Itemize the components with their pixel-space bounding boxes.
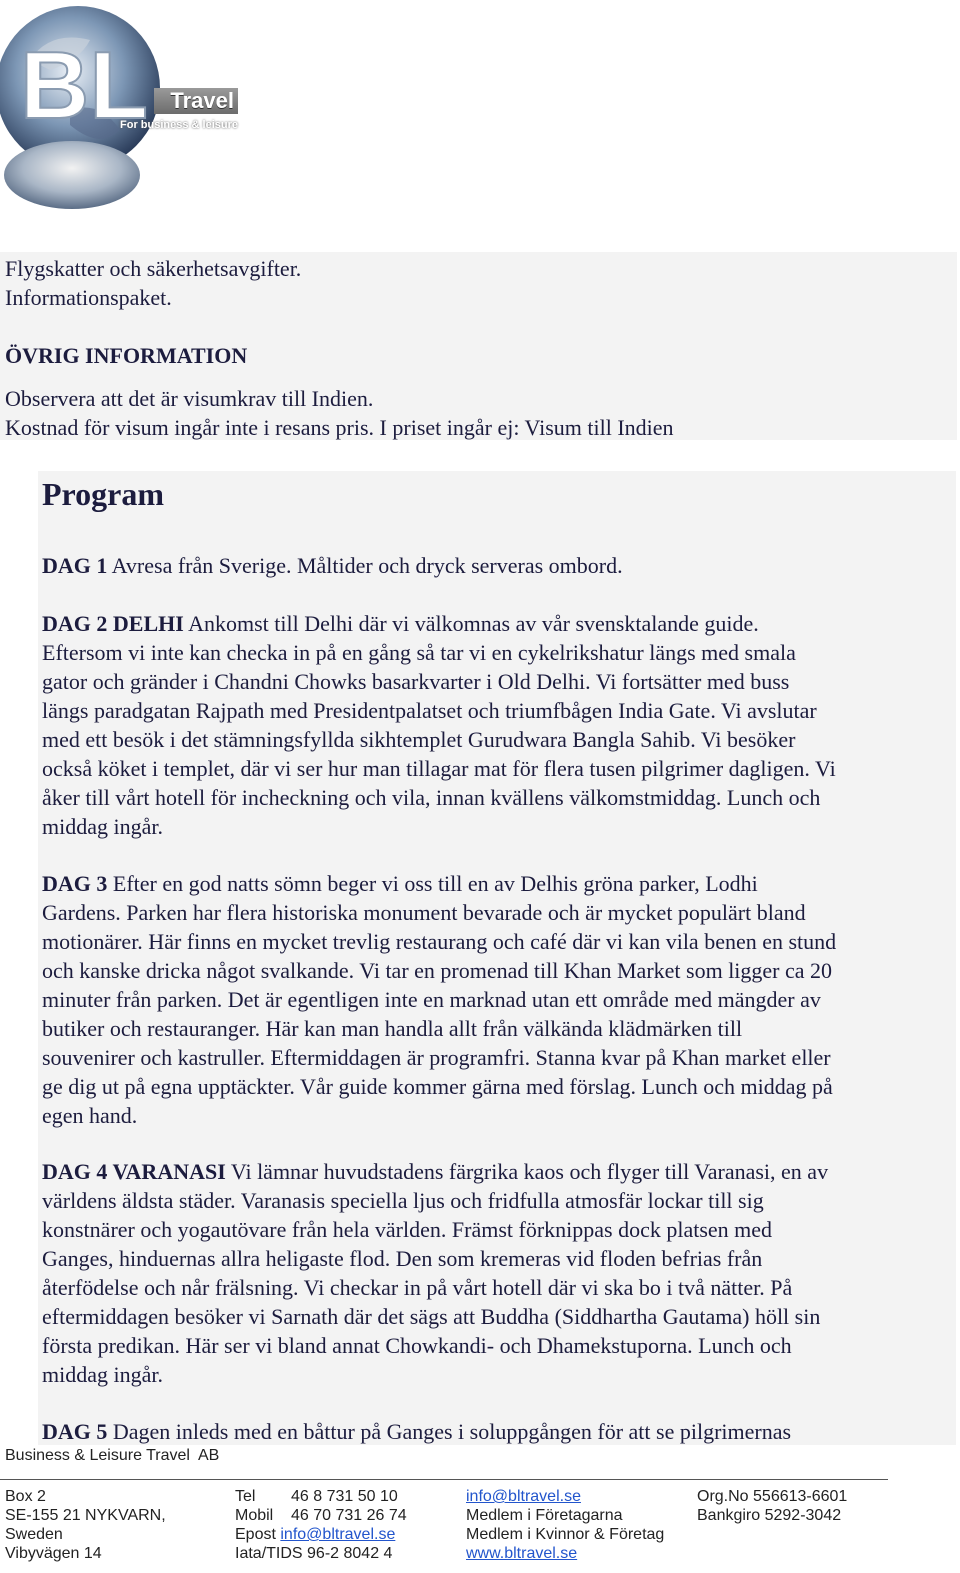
mobile-number: 46 70 731 26 74	[291, 1507, 407, 1524]
program-heading: Program	[42, 476, 165, 512]
website-link[interactable]: www.bltravel.se	[466, 1545, 578, 1562]
logo-name: Travel	[154, 88, 238, 114]
email-link[interactable]: info@bltravel.se	[280, 1526, 396, 1543]
day-label: DAG 4 VARANASI	[42, 1159, 226, 1184]
footer-company-name: Business & Leisure Travel AB	[5, 1447, 220, 1464]
day-2-paragraph: DAG 2 DELHI Ankomst till Delhi där vi välkomnas av vår svensktalande guide. Eftersom vi inte kan checka in på en gång så tar vi en cykelrikshatur längs med smala gator och gränder i Chandni Chowks basarkvarter i Old Delhi. Vi fortsätter med buss längs paradgatan Rajpath med Presidentpalatset och triumfbågen India Gate. Vi avslutar med ett besök i det stämningsfyllda sikhtemplet Gurudwara Bangla Sahib. Vi besöker också köket i templet, där vi ser hur man tillagar mat för flera tusen pilgrimer dagligen. Vi åker till vårt hotell för incheckning och vila, innan kvällens välkomstmiddag. Lunch och middag ingår.	[42, 611, 836, 839]
day-3-paragraph: DAG 3 Efter en god natts sömn beger vi oss till en av Delhis gröna parker, Lodhi Gardens. Parken har flera historiska monument bevarade och är mycket populärt bland motionärer. Här finns en mycket trevlig restaurang och café där vi kan vila benen en stund och kanske dricka något svalkande. Vi tar en promenad till Khan Market som ligger ca 20 minuter från parken. Det är egentligen inte en marknad utan ett område med mängder av butiker och restauranger. Här kan man handla allt från välkända klädmärken till souvenirer och kastruller. Eftermiddagen är programfri. Stanna kvar på Khan market eller ge dig ut på egna upptäckter. Vår guide kommer gärna med förslag. Lunch och middag på egen hand.	[42, 871, 837, 1128]
ovrig-line-1: Observera att det är visumkrav till Indien.	[5, 386, 374, 411]
logo-letters: BL	[20, 32, 148, 139]
phone-number: 46 8 731 50 10	[291, 1488, 398, 1505]
footer-divider	[0, 1479, 888, 1480]
ovrig-heading: ÖVRIG INFORMATION	[5, 343, 248, 368]
email-link-2[interactable]: info@bltravel.se	[466, 1488, 581, 1505]
day-label: DAG 1	[42, 553, 108, 578]
day-label: DAG 5	[42, 1419, 108, 1444]
ovrig-line-2: Kostnad för visum ingår inte i resans pris. I priset ingår ej: Visum till Indien	[5, 415, 674, 440]
day-1-paragraph: DAG 1 Avresa från Sverige. Måltider och dryck serveras ombord.	[42, 553, 623, 578]
day-label: DAG 2 DELHI	[42, 611, 184, 636]
footer-membership: info@bltravel.se Medlem i Företagarna Medlem i Kvinnor & Företag www.bltravel.se	[466, 1488, 665, 1562]
footer-org: Org.No 556613-6601 Bankgiro 5292-3042	[697, 1488, 848, 1524]
day-label: DAG 3	[42, 871, 108, 896]
logo-tagline: For business & leisure	[120, 119, 238, 131]
included-line-1: Flygskatter och säkerhetsavgifter.	[5, 256, 302, 281]
footer-contact: Tel 46 8 731 50 10 Mobil 46 70 731 26 74 Epost info@bltravel.se Iata/TIDS 96-2 8042 4	[235, 1488, 407, 1562]
footer-address: Box 2 SE-155 21 NYKVARN, Sweden Vibyvägen 14	[5, 1488, 166, 1562]
bl-travel-logo	[0, 0, 250, 212]
day-5-paragraph: DAG 5 Dagen inleds med en båttur på Ganges i soluppgången för att se pilgrimernas	[42, 1419, 792, 1444]
day-4-paragraph: DAG 4 VARANASI Vi lämnar huvudstadens färgrika kaos och flyger till Varanasi, en av världens äldsta städer. Varanasis speciella ljus och fridfulla atmosfär lockar till sig konstnärer och yogautövare från hela världen. Främst förknippas dock platsen med Ganges, hinduernas allra heligaste flod. Den som kremeras vid floden befrias från återfödelse och når frälsning. Vi checkar in på vårt hotell där vi ska bo i två nätter. På eftermiddagen besöker vi Sarnath där det sägs att Buddha (Siddhartha Gautama) höll sin första predikan. Här ser vi bland annat Chowkandi- och Dhamekstuporna. Lunch och middag ingår.	[42, 1159, 829, 1387]
included-line-2: Informationspaket.	[5, 285, 172, 310]
